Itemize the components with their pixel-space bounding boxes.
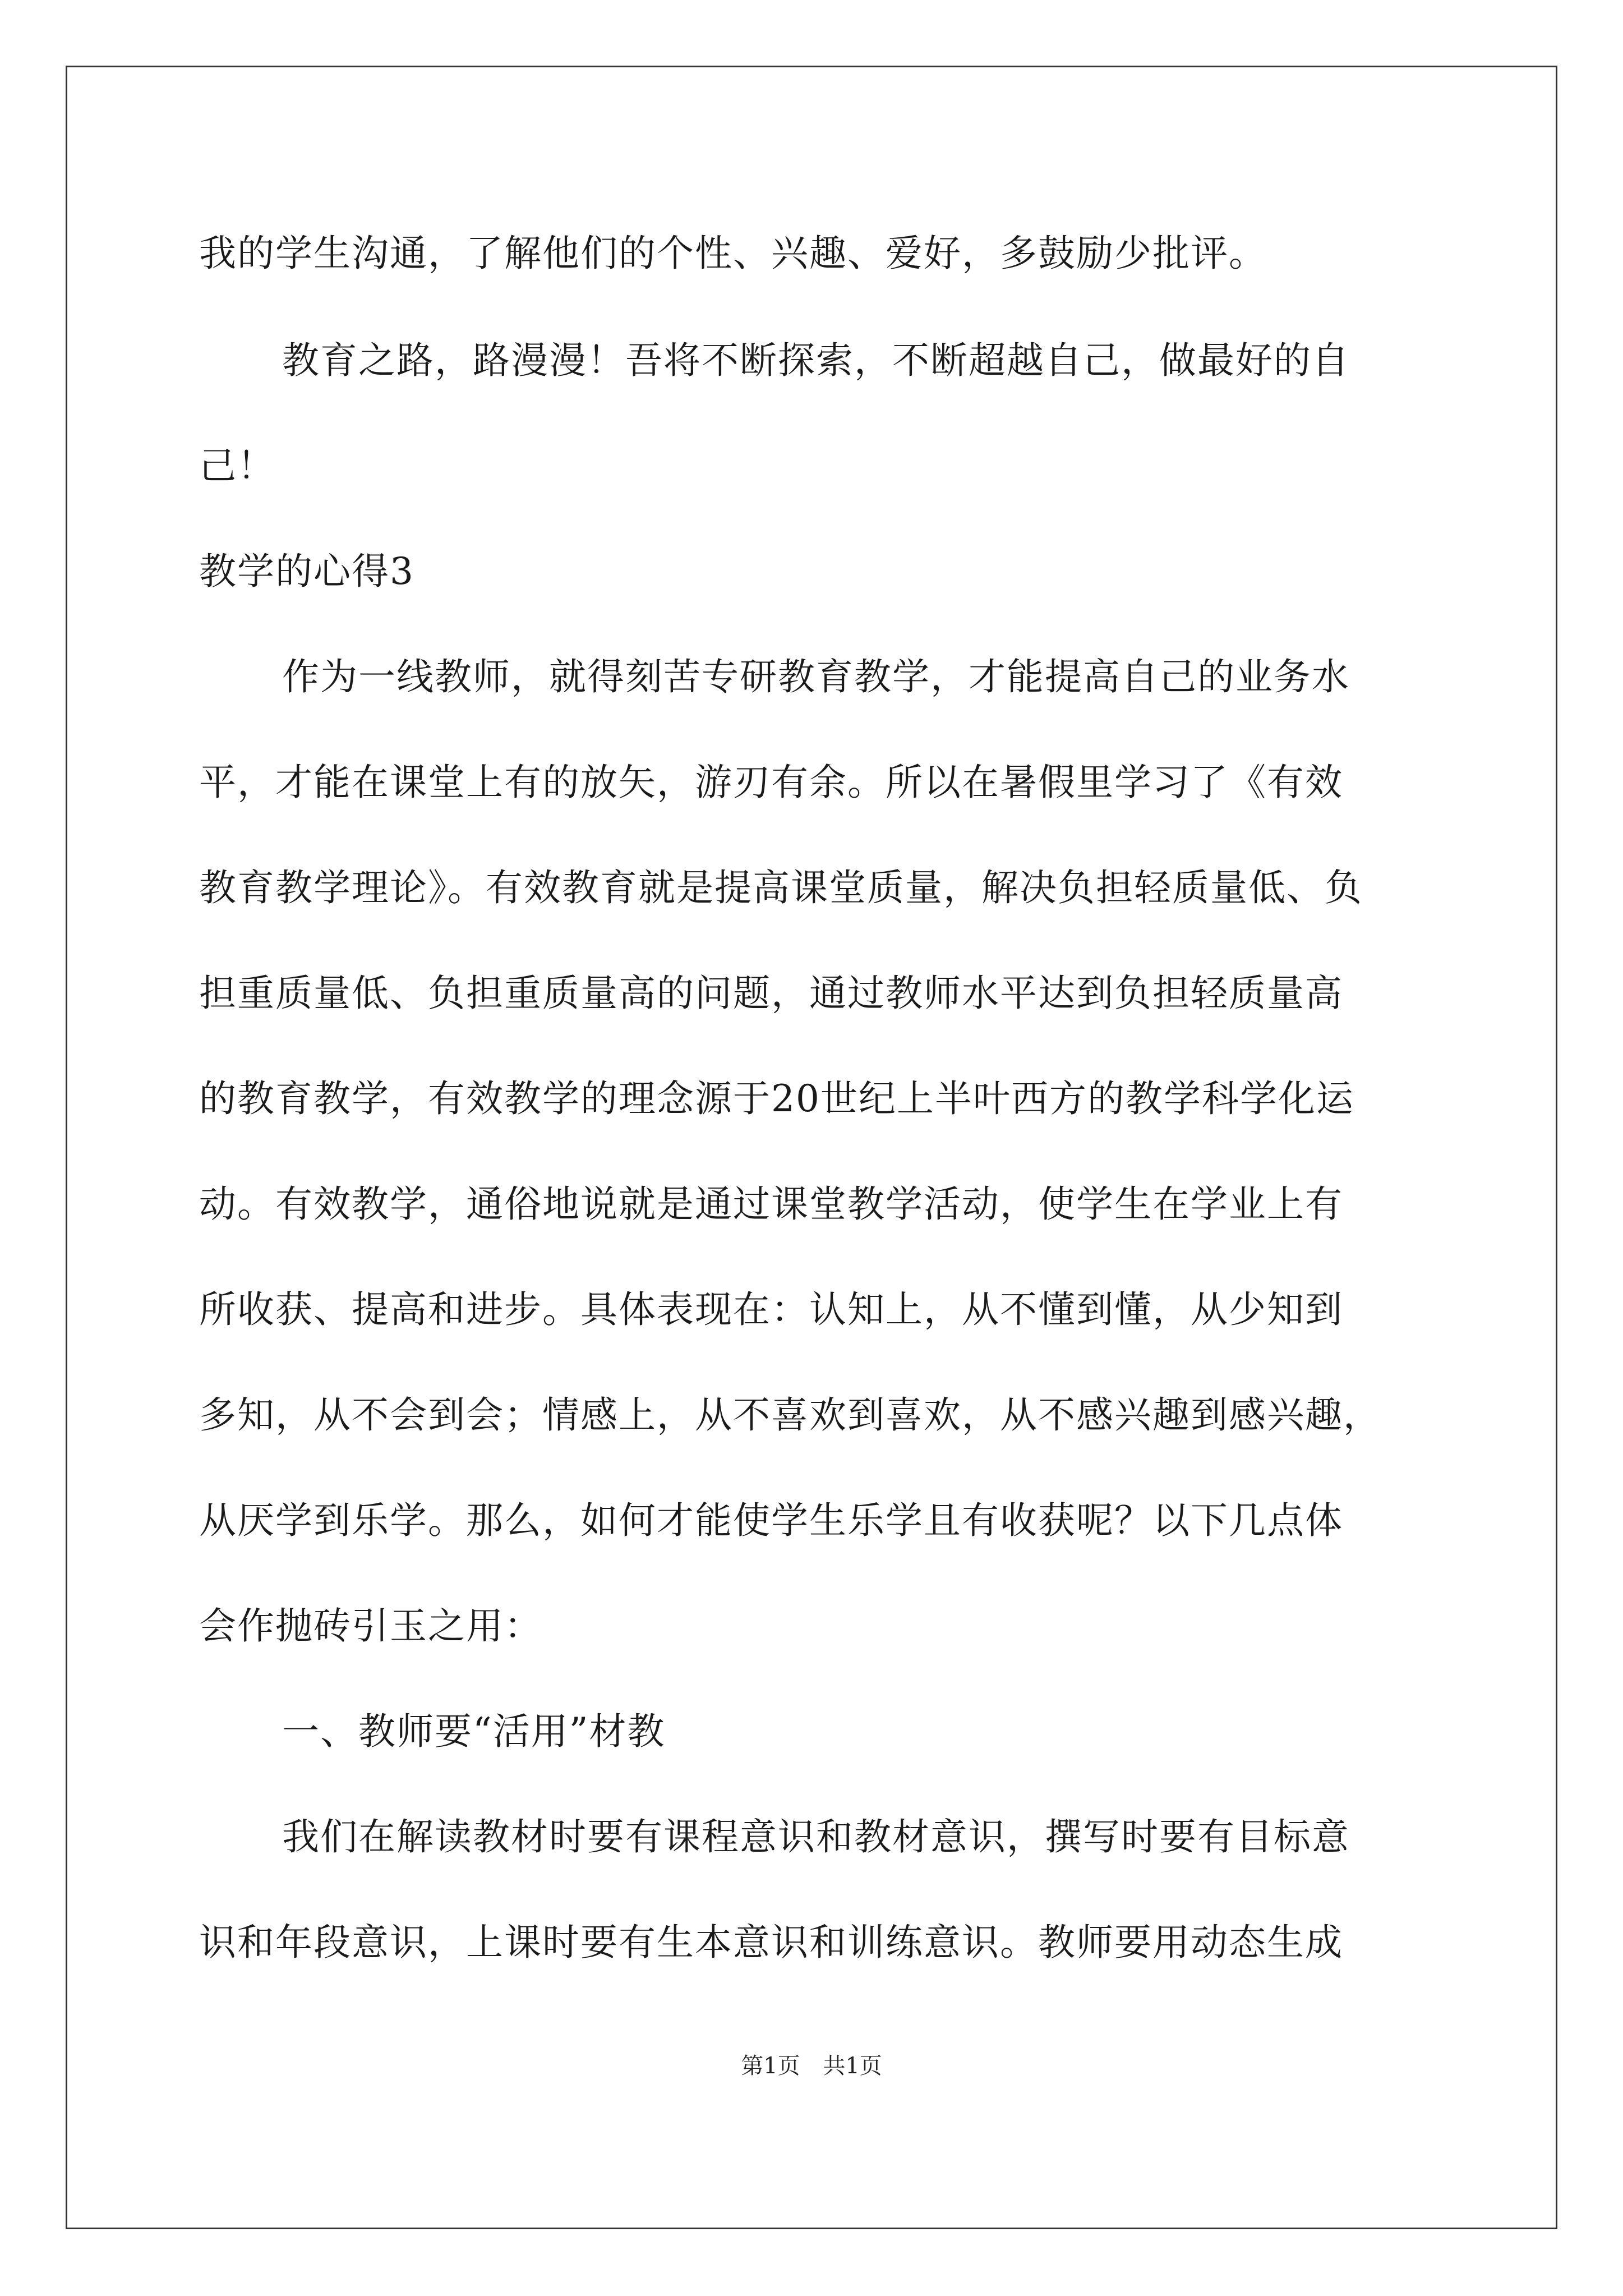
page-number: 第1页 [741, 2053, 800, 2079]
body-line-6: 平，才能在课堂上有的放矢，游刃有余。所以在暑假里学习了《有效 [199, 761, 1343, 804]
body-line-3: 己！ [199, 444, 275, 487]
body-line-13: 从厌学到乐学。那么，如何才能使学生乐学且有收获呢？以下几点体 [199, 1499, 1343, 1542]
body-line-2: 教育之路，路漫漫！吾将不断探索，不断超越自己，做最好的自 [282, 339, 1350, 382]
body-line-8: 担重质量低、负担重质量高的问题，通过教师水平达到负担轻质量高 [199, 972, 1343, 1015]
section-heading: 教学的心得3 [199, 550, 414, 593]
body-line-17: 识和年段意识，上课时要有生本意识和训练意识。教师要用动态生成 [199, 1921, 1343, 1964]
page-footer [0, 2052, 1623, 2080]
body-line-16: 我们在解读教材时要有课程意识和教材意识，撰写时要有目标意 [282, 1815, 1350, 1858]
body-line-10: 动。有效教学，通俗地说就是通过课堂教学活动，使学生在学业上有 [199, 1182, 1343, 1226]
body-line-11: 所收获、提高和进步。具体表现在：认知上，从不懂到懂，从少知到 [199, 1288, 1343, 1331]
body-line-5: 作为一线教师，就得刻苦专研教育教学，才能提高自己的业务水 [282, 655, 1350, 698]
body-line-14: 会作抛砖引玉之用： [199, 1604, 542, 1648]
body-line-1: 我的学生沟通，了解他们的个性、兴趣、爱好，多鼓励少批评。 [199, 232, 1267, 275]
body-line-12: 多知，从不会到会；情感上，从不喜欢到喜欢，从不感兴趣到感兴趣， [199, 1393, 1381, 1437]
page-border [66, 66, 1557, 2229]
body-line-7: 教育教学理论》。有效教育就是提高课堂质量，解决负担轻质量低、负 [199, 866, 1363, 909]
body-line-9: 的教育教学，有效教学的理念源于20世纪上半叶西方的教学科学化运 [199, 1077, 1354, 1120]
page-total: 共1页 [823, 2053, 882, 2079]
subheading-line: 一、教师要“活用”材教 [282, 1710, 666, 1753]
